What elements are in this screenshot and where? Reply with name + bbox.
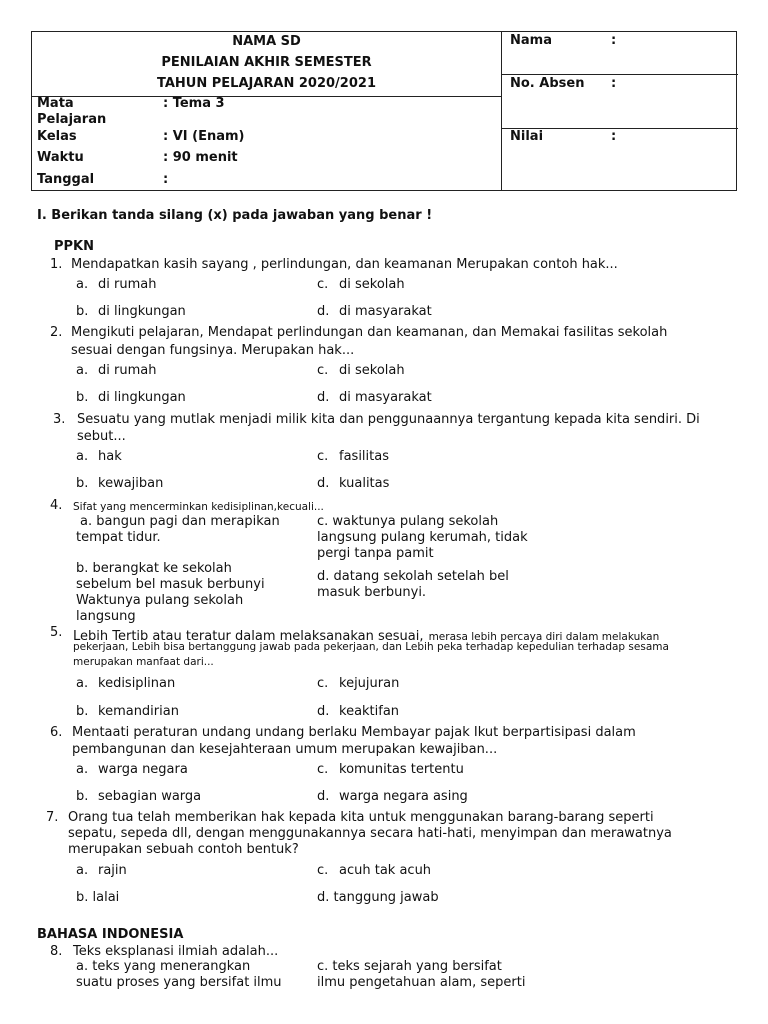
answer-option[interactable]: a. bangun pagi dan merapikan tempat tidur.	[76, 514, 280, 545]
class-label: Kelas	[37, 129, 77, 144]
class-value: : VI (Enam)	[163, 129, 245, 144]
answer-option[interactable]: a. kedisiplinan	[76, 676, 176, 691]
answer-option[interactable]: a. hak	[76, 449, 122, 464]
question-number: 3.	[53, 412, 66, 427]
subject-value: : Tema 3	[163, 96, 225, 111]
question-text: Mentaati peraturan undang undang berlaku Membayar pajak Ikut berpartisipasi dalam	[72, 725, 636, 740]
date-label: Tanggal	[37, 172, 95, 187]
time-label: Waktu	[37, 150, 84, 165]
answer-option[interactable]: a. teks yang menerangkan suatu proses yang bersifat ilmu	[76, 959, 282, 990]
absence-colon: :	[611, 76, 617, 91]
exam-title: PENILAIAN AKHIR SEMESTER	[161, 55, 372, 70]
answer-option[interactable]: b. di lingkungan	[76, 390, 186, 405]
header-divider	[501, 74, 738, 75]
subject-label: Mata	[37, 96, 74, 111]
answer-option[interactable]: c. teks sejarah yang bersifat ilmu pengetahuan alam, seperti	[317, 959, 526, 990]
answer-option[interactable]: c. di sekolah	[317, 277, 405, 292]
question-text: merupakan sebuah contoh bentuk?	[68, 842, 299, 857]
question-number: 1.	[50, 257, 63, 272]
question-text: sesuai dengan fungsinya. Merupakan hak...	[71, 343, 355, 358]
answer-option[interactable]: b. lalai	[76, 890, 120, 905]
absence-label: No. Absen	[510, 76, 585, 91]
answer-option[interactable]: a. di rumah	[76, 277, 157, 292]
academic-year: TAHUN PELAJARAN 2020/2021	[156, 76, 376, 91]
instruction: I. Berikan tanda silang (x) pada jawaban yang benar !	[37, 208, 433, 223]
section-title: BAHASA INDONESIA	[37, 927, 184, 942]
question-text: merupakan manfaat dari...	[73, 656, 214, 668]
answer-option[interactable]: d. di masyarakat	[317, 304, 432, 319]
answer-option[interactable]: d. datang sekolah setelah bel masuk berbunyi.	[317, 569, 509, 600]
answer-option[interactable]: d. kualitas	[317, 476, 390, 491]
question-text: Sesuatu yang mutlak menjadi milik kita dan penggunaannya tergantung kepada kita sendiri. Di	[77, 412, 700, 427]
answer-option[interactable]: a. warga negara	[76, 762, 188, 777]
answer-option[interactable]: d. keaktifan	[317, 704, 400, 719]
question-text: Mendapatkan kasih sayang , perlindungan, dan keamanan Merupakan contoh hak...	[71, 257, 618, 272]
answer-option[interactable]: c. waktunya pulang sekolah langsung pulang kerumah, tidak pergi tanpa pamit	[317, 514, 528, 561]
header-divider	[32, 96, 501, 97]
answer-option[interactable]: b. sebagian warga	[76, 789, 202, 804]
answer-option[interactable]: c. komunitas tertentu	[317, 762, 464, 777]
question-text: pembangunan dan kesejahteraan umum merupakan kewajiban...	[72, 742, 498, 757]
question-number: 5.	[50, 625, 63, 640]
answer-option[interactable]: d. tanggung jawab	[317, 890, 439, 905]
section-title: PPKN	[54, 239, 95, 254]
question-text: Mengikuti pelajaran, Mendapat perlindungan dan keamanan, dan Memakai fasilitas sekolah	[71, 325, 668, 340]
answer-option[interactable]: d. di masyarakat	[317, 390, 432, 405]
time-value: : 90 menit	[163, 150, 238, 165]
date-value: :	[163, 172, 169, 187]
subject-label: Pelajaran	[37, 112, 107, 127]
question-text: sebut...	[77, 429, 126, 444]
answer-option[interactable]: d. warga negara asing	[317, 789, 468, 804]
question-text: pekerjaan, Lebih bisa bertanggung jawab pada pekerjaan, dan Lebih peka terhadap kepedulian terhadap sesama	[73, 641, 669, 653]
answer-option[interactable]: b. berangkat ke sekolah sebelum bel masuk berbunyi Waktunya pulang sekolah langsung	[76, 561, 265, 624]
answer-option[interactable]: b. di lingkungan	[76, 304, 186, 319]
header-divider	[501, 32, 502, 191]
question-text: Lebih Tertib atau teratur dalam melaksanakan sesuai, merasa lebih percaya diri dalam melakukan	[73, 629, 660, 644]
score-colon: :	[611, 129, 617, 144]
question-number: 8.	[50, 944, 63, 959]
answer-option[interactable]: a. rajin	[76, 863, 127, 878]
question-text: sepatu, sepeda dll, dengan menggunakannya secara hati-hati, menyimpan dan merawatnya	[68, 826, 672, 841]
question-number: 4.	[50, 498, 63, 513]
answer-option[interactable]: c. acuh tak acuh	[317, 863, 432, 878]
score-label: Nilai	[510, 129, 544, 144]
question-number: 6.	[50, 725, 63, 740]
answer-option[interactable]: b. kemandirian	[76, 704, 179, 719]
answer-option[interactable]: c. di sekolah	[317, 363, 405, 378]
answer-option[interactable]: c. fasilitas	[317, 449, 389, 464]
question-text: Orang tua telah memberikan hak kepada kita untuk menggunakan barang-barang seperti	[68, 810, 654, 825]
name-label: Nama	[510, 33, 552, 48]
question-text: Sifat yang mencerminkan kedisiplinan,kecuali...	[73, 501, 324, 513]
name-colon: :	[611, 33, 617, 48]
answer-option[interactable]: a. di rumah	[76, 363, 157, 378]
question-text: Teks eksplanasi ilmiah adalah...	[73, 944, 279, 959]
school-name: NAMA SD	[232, 34, 301, 49]
answer-option[interactable]: c. kejujuran	[317, 676, 400, 691]
question-number: 7.	[46, 810, 59, 825]
question-number: 2.	[50, 325, 63, 340]
exam-header-box	[31, 31, 737, 191]
answer-option[interactable]: b. kewajiban	[76, 476, 164, 491]
